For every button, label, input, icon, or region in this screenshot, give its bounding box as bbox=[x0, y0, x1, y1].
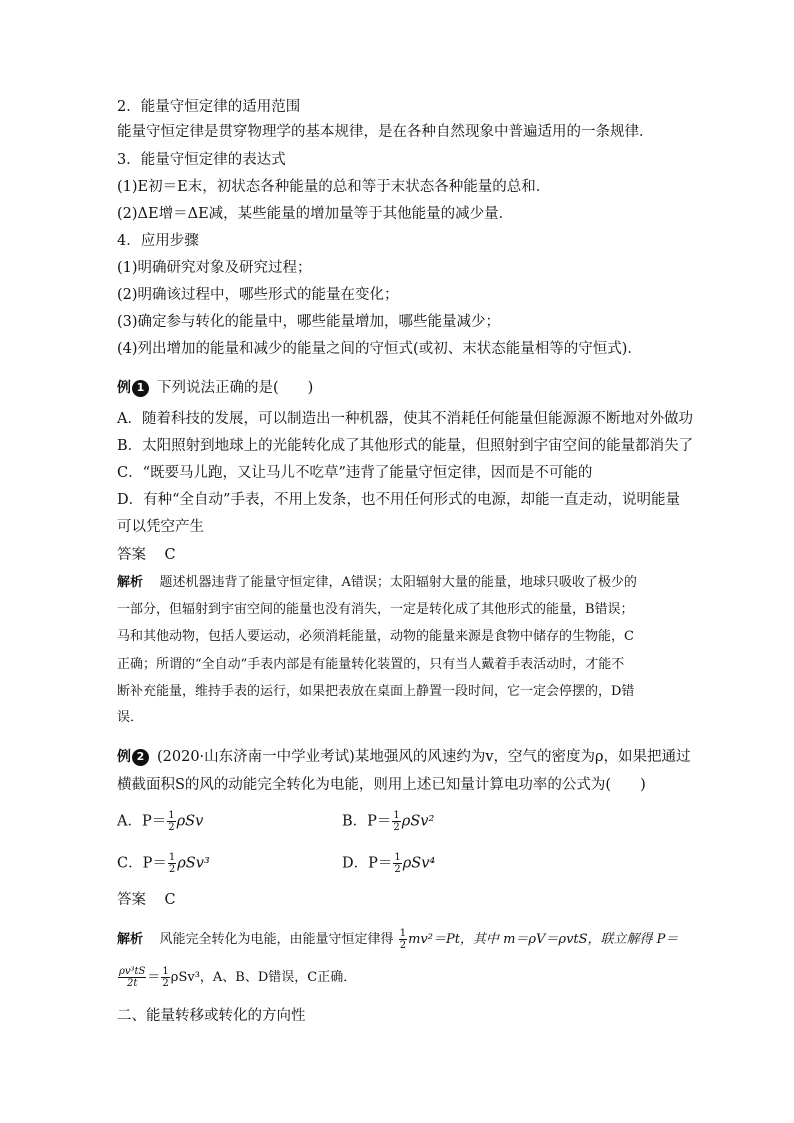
option-prefix: B．P＝ bbox=[342, 813, 392, 830]
fraction bbox=[168, 852, 176, 875]
step-item: (1)明确研究对象及研究过程； bbox=[117, 260, 312, 276]
fraction bbox=[399, 928, 407, 951]
analysis-text: mv²＝Pt，其中 m＝ρV＝ρvtS，联立解得 P＝ bbox=[408, 932, 679, 947]
answer-row bbox=[117, 890, 176, 910]
analysis-text: 风能完全转化为电能，由能量守恒定律得 bbox=[159, 932, 394, 947]
analysis-text: 马和其他动物，包括人要运动，必须消耗能量，动物的能量来源是食物中储存的生物能，C bbox=[117, 629, 634, 644]
example-badge bbox=[117, 747, 157, 767]
step-item: (2)明确该过程中，哪些形式的能量在变化； bbox=[117, 287, 399, 303]
example-question-continued: 横截面积S的风的动能完全转化为电能，则用上述已知量计算电功率的公式为( ) bbox=[117, 777, 646, 793]
analysis-text: 题述机器违背了能量守恒定律，A错误；太阳辐射大量的能量，地球只吸收了极少的 bbox=[159, 575, 637, 590]
analysis-label: 解析 bbox=[117, 932, 144, 947]
analysis-text: 断补充能量，维持手表的运行，如果把表放在桌面上静置一段时间，它一定会停摆的，D错 bbox=[117, 684, 635, 699]
option-c: C．“既要马儿跑，又让马儿不吃草”违背了能量守恒定律，因而是不可能的 bbox=[117, 465, 593, 481]
fraction-denominator: 2 bbox=[162, 978, 169, 989]
answer-label: 答案 bbox=[117, 892, 146, 908]
option-prefix: A．P＝ bbox=[117, 813, 167, 830]
formula-line: (1)E初＝E末，初状态各种能量的总和等于末状态各种能量的总和． bbox=[117, 179, 551, 195]
fraction-denominator: 2 bbox=[399, 940, 407, 951]
section-heading: 3．能量守恒定律的表达式 bbox=[117, 152, 286, 168]
option-b: B．太阳照射到地球上的光能转化成了其他形式的能量，但照射到宇宙空间的能量都消失了 bbox=[117, 438, 694, 454]
answer-label: 答案 bbox=[117, 547, 146, 563]
paragraph: 能量守恒定律是贯穿物理学的基本规律，是在各种自然现象中普遍适用的一条规律． bbox=[117, 124, 654, 140]
analysis-text: 一部分，但辐射到宇宙空间的能量也没有消失，一定是转化成了其他形式的能量，B错误； bbox=[117, 602, 634, 617]
section-heading: 4．应用步骤 bbox=[117, 233, 199, 249]
equals-sign: ＝ bbox=[147, 970, 161, 985]
example-number-circle: 2 bbox=[132, 749, 149, 766]
section-heading: 2．能量守恒定律的适用范围 bbox=[117, 99, 301, 115]
fraction-numerator: 1 bbox=[399, 928, 407, 939]
option-b bbox=[342, 810, 434, 833]
fraction bbox=[161, 966, 169, 989]
fraction bbox=[392, 810, 400, 833]
fraction-numerator: 1 bbox=[393, 810, 400, 821]
answer-value: C bbox=[164, 892, 176, 908]
example-1-question-row bbox=[117, 378, 313, 398]
analysis-row bbox=[117, 573, 637, 593]
option-prefix: D．P＝ bbox=[342, 855, 393, 872]
fraction-denominator: 2 bbox=[168, 822, 175, 833]
example-2-question-row bbox=[117, 747, 691, 767]
analysis-text: ρSv³，A、B、D错误，C正确． bbox=[170, 970, 357, 985]
option-prefix: C．P＝ bbox=[117, 855, 167, 872]
example-question: 下列说法正确的是( ) bbox=[157, 380, 314, 396]
step-item: (4)列出增加的能量和减少的能量之间的守恒式(或初、末状态能量相等的守恒式)． bbox=[117, 341, 642, 357]
fraction bbox=[118, 966, 146, 989]
fraction bbox=[393, 852, 401, 875]
option-d-continued: 可以凭空产生 bbox=[117, 519, 204, 535]
option-formula: ρSv bbox=[176, 813, 204, 830]
option-formula: ρSv² bbox=[401, 813, 435, 830]
option-a: A．随着科技的发展，可以制造出一种机器，使其不消耗任何能量但能源源不断地对外做功 bbox=[117, 411, 693, 427]
answer-row bbox=[117, 545, 176, 565]
section-heading: 二、能量转移或转化的方向性 bbox=[117, 1008, 306, 1024]
fraction-numerator: ρv³tS bbox=[119, 966, 146, 977]
analysis-row bbox=[117, 928, 678, 951]
option-formula: ρSv³ bbox=[177, 855, 210, 872]
option-d bbox=[342, 852, 435, 875]
fraction-denominator: 2 bbox=[168, 864, 176, 875]
step-item: (3)确定参与转化的能量中，哪些能量增加，哪些能量减少； bbox=[117, 314, 501, 330]
fraction-denominator: 2t bbox=[127, 978, 138, 989]
answer-value: C bbox=[164, 547, 176, 563]
option-a bbox=[117, 810, 203, 833]
example-label: 例 bbox=[117, 380, 131, 396]
option-c bbox=[117, 852, 210, 875]
fraction-numerator: 1 bbox=[168, 810, 175, 821]
fraction-numerator: 1 bbox=[394, 852, 401, 863]
analysis-text: 正确；所谓的“全自动”手表内部是有能量转化装置的，只有当人戴着手表活动时，才能不 bbox=[117, 657, 625, 672]
example-badge bbox=[117, 378, 157, 398]
analysis-text: 误． bbox=[117, 710, 144, 725]
fraction bbox=[167, 810, 175, 833]
fraction-numerator: 1 bbox=[162, 966, 169, 977]
option-d: D．有种“全自动”手表，不用上发条，也不用任何形式的电源，却能一直走动，说明能量 bbox=[117, 492, 680, 508]
option-formula: ρSv⁴ bbox=[402, 855, 436, 872]
fraction-numerator: 1 bbox=[168, 852, 176, 863]
example-question: (2020·山东济南一中学业考试)某地强风的风速约为v，空气的密度为ρ，如果把通过 bbox=[157, 749, 691, 765]
fraction-denominator: 2 bbox=[393, 822, 400, 833]
example-label: 例 bbox=[117, 749, 131, 765]
formula-line: (2)ΔE增＝ΔE减，某些能量的增加量等于其他能量的减少量． bbox=[117, 206, 514, 222]
analysis-label: 解析 bbox=[117, 575, 144, 590]
analysis-row-continued bbox=[117, 966, 356, 989]
example-number-circle: 1 bbox=[132, 380, 149, 397]
fraction-denominator: 2 bbox=[394, 864, 401, 875]
